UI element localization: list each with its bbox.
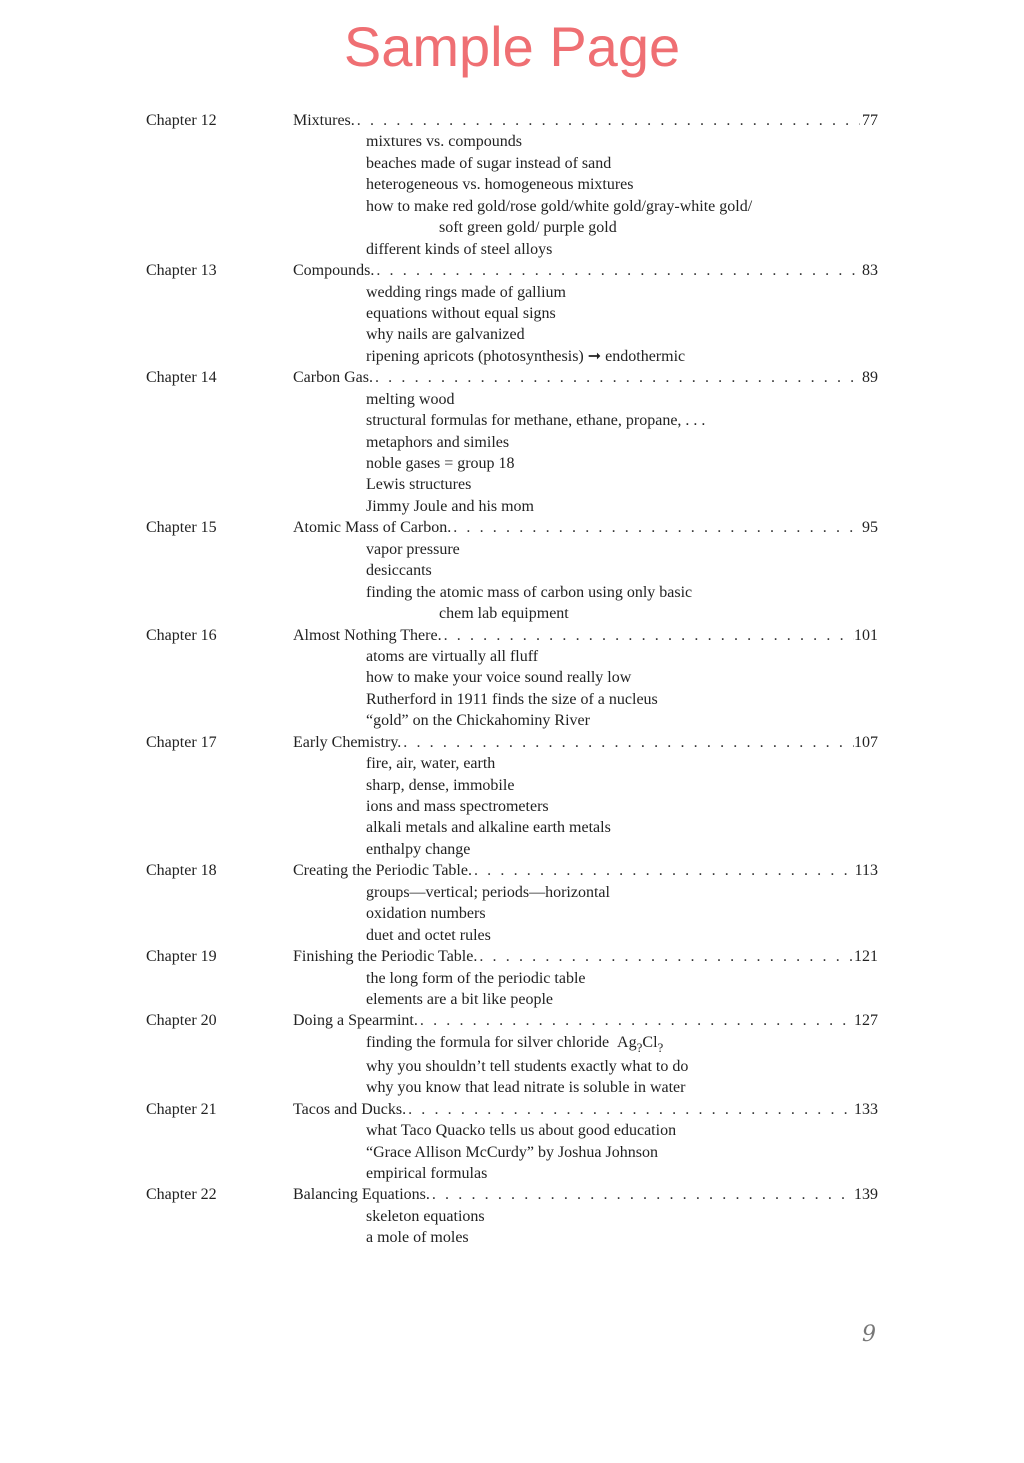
chapter-page-number: 83 [862, 262, 878, 280]
chapter-label: Chapter 15 [146, 519, 217, 537]
chapter-page-number: 89 [862, 369, 878, 387]
topic-item: melting wood [366, 390, 455, 408]
topic-item: Rutherford in 1911 finds the size of a nucleus [366, 690, 658, 708]
dot-leader [374, 260, 860, 281]
topic-item: why you shouldn’t tell students exactly what to do [366, 1057, 689, 1075]
chapter-label: Chapter 12 [146, 112, 217, 129]
chapter-16-entry[interactable] [146, 625, 878, 646]
dot-leader [442, 625, 854, 646]
topic-item: vapor pressure [366, 540, 460, 558]
chapter-title: Creating the Periodic Table. [293, 860, 472, 881]
chapter-label: Chapter 20 [146, 1012, 217, 1030]
page-number: 9 [862, 1322, 876, 1347]
topic-item: desiccants [366, 562, 432, 580]
chapter-label: Chapter 16 [146, 626, 217, 644]
table-of-contents [146, 110, 878, 1249]
chapter-page-number: 121 [854, 948, 878, 966]
topic-item: fire, air, water, earth [366, 755, 496, 773]
silver-chloride-formula [617, 1033, 664, 1055]
topic-item: a mole of moles [366, 1229, 469, 1247]
topic-item: enthalpy change [366, 840, 471, 858]
topic-item: Lewis structures [366, 476, 472, 494]
chapter-title: Almost Nothing There. [293, 625, 442, 646]
chapter-page-number: 77 [862, 112, 878, 129]
topic-item: what Taco Quacko tells us about good education [366, 1122, 677, 1140]
sample-page-watermark: Sample Page [343, 15, 681, 78]
topic-item: Jimmy Joule and his mom [366, 497, 534, 515]
chapter-title: Mixtures. [293, 110, 355, 131]
topic-item: “gold” on the Chickahominy River [366, 712, 590, 730]
dot-leader [418, 1010, 854, 1031]
dot-leader [373, 367, 860, 388]
topic-item: structural formulas for methane, ethane, propane, . . . [366, 412, 706, 430]
formula-element: Ag [617, 1033, 637, 1051]
topic-item: noble gases = group 18 [366, 455, 515, 472]
topic-item: how to make red gold/rose gold/white gold/gray-white gold/ [366, 197, 753, 215]
dot-leader [451, 517, 860, 538]
chapter-12-entry[interactable] [146, 110, 878, 131]
topic-item: sharp, dense, immobile [366, 776, 515, 794]
topic-item: oxidation numbers [366, 905, 486, 923]
chapter-title: Doing a Spearmint. [293, 1010, 418, 1031]
topic-item: “Grace Allison McCurdy” by Joshua Johnson [366, 1143, 658, 1161]
topic-item: ripening apricots (photosynthesis) ➞ endothermic [366, 347, 686, 365]
chapter-title: Carbon Gas. [293, 367, 373, 388]
chapter-title: Finishing the Periodic Table. [293, 946, 477, 967]
topic-item: beaches made of sugar instead of sand [366, 154, 612, 172]
chapter-page-number: 107 [854, 733, 878, 751]
dot-leader [430, 1184, 854, 1205]
chapter-15-entry[interactable] [146, 517, 878, 538]
chapter-label: Chapter 19 [146, 948, 217, 966]
topic-item: equations without equal signs [366, 304, 556, 322]
chapter-title: Atomic Mass of Carbon. [293, 517, 451, 538]
topic-item: the long form of the periodic table [366, 969, 586, 987]
chapter-13-entry[interactable] [146, 260, 878, 281]
chapter-20-entry[interactable] [146, 1010, 878, 1031]
topic-item: atoms are virtually all fluff [366, 647, 539, 665]
topic-item: metaphors and similes [366, 433, 510, 451]
chapter-14-entry[interactable] [146, 367, 878, 388]
chapter-21-entry[interactable] [146, 1099, 878, 1120]
chapter-22-entry[interactable] [146, 1184, 878, 1205]
chapter-label: Chapter 17 [146, 733, 217, 751]
topic-item: skeleton equations [366, 1207, 485, 1225]
topic-item: mixtures vs. compounds [366, 133, 522, 151]
topic-item-continued: soft green gold/ purple gold [439, 219, 617, 237]
topic-item: alkali metals and alkaline earth metals [366, 819, 611, 837]
topic-item: why nails are galvanized [366, 326, 525, 344]
topic-item: ions and mass spectrometers [366, 798, 549, 815]
chapter-label: Chapter 13 [146, 262, 217, 280]
dot-leader [355, 110, 860, 131]
formula-subscript: ? [657, 1039, 664, 1055]
chapter-18-entry[interactable] [146, 860, 878, 881]
chapter-title: Early Chemistry. [293, 732, 401, 753]
chapter-17-entry[interactable] [146, 732, 878, 753]
dot-leader [401, 732, 854, 753]
dot-leader [472, 860, 855, 881]
formula-subscript: ? [636, 1039, 643, 1055]
topic-item: finding the atomic mass of carbon using only basic [366, 583, 693, 601]
chapter-page-number: 139 [854, 1186, 878, 1204]
chapter-title: Tacos and Ducks. [293, 1099, 406, 1120]
topic-item: elements are a bit like people [366, 990, 554, 1008]
chapter-19-entry[interactable] [146, 946, 878, 967]
formula-intro-text: finding the formula for silver chloride [366, 1033, 610, 1051]
formula-element: Cl [642, 1033, 658, 1051]
topic-item: heterogeneous vs. homogeneous mixtures [366, 176, 634, 194]
chapter-page-number: 133 [854, 1100, 878, 1118]
chapter-label: Chapter 22 [146, 1186, 217, 1204]
chapter-page-number: 113 [854, 862, 878, 880]
chapter-page-number: 127 [854, 1012, 878, 1030]
dot-leader [406, 1099, 854, 1120]
chapter-label: Chapter 14 [146, 369, 217, 387]
dot-leader [477, 946, 854, 967]
chapter-page-number: 101 [854, 626, 878, 644]
topic-item: duet and octet rules [366, 926, 491, 944]
chapter-title: Balancing Equations. [293, 1184, 430, 1205]
topic-item: different kinds of steel alloys [366, 240, 553, 258]
chapter-label: Chapter 21 [146, 1100, 217, 1118]
chapter-label: Chapter 18 [146, 862, 217, 880]
topic-item: empirical formulas [366, 1165, 488, 1182]
topic-item: wedding rings made of gallium [366, 283, 566, 301]
topic-item: groups—vertical; periods—horizontal [366, 883, 610, 901]
topic-item: why you know that lead nitrate is soluble in water [366, 1079, 686, 1097]
chapter-title: Compounds. [293, 260, 374, 281]
topic-item-continued: chem lab equipment [439, 605, 569, 623]
topic-item: how to make your voice sound really low [366, 669, 632, 687]
topic-item-formula [366, 1032, 663, 1053]
chapter-page-number: 95 [862, 519, 878, 537]
